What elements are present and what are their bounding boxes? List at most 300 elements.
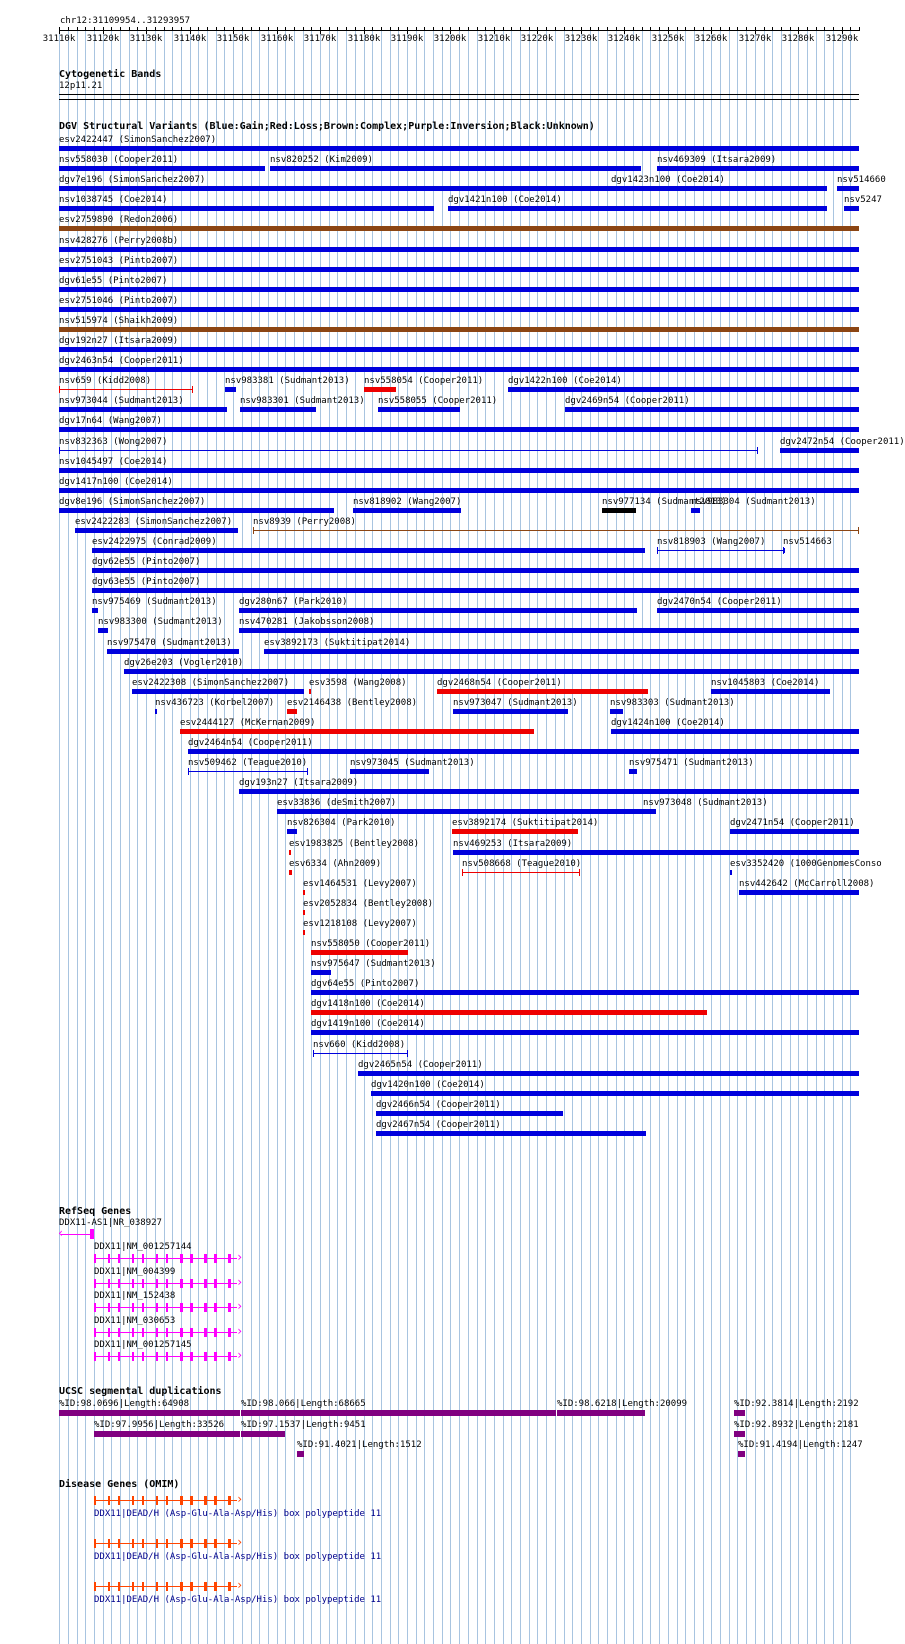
variant-bar[interactable]	[75, 528, 238, 533]
variant-bar[interactable]	[59, 186, 644, 191]
variant-label[interactable]: nsv975469 (Sudmant2013)	[92, 597, 217, 607]
variant-bar[interactable]	[59, 450, 758, 451]
variant-bar[interactable]	[59, 389, 193, 390]
omim-gene-exon	[142, 1539, 144, 1548]
segdup-label[interactable]: %ID:98.0696|Length:64908	[59, 1399, 190, 1409]
variant-bar[interactable]	[253, 530, 859, 531]
variant-bar[interactable]	[180, 729, 534, 734]
variant-bar[interactable]	[303, 930, 305, 935]
variant-label[interactable]: nsv820252 (Kim2009)	[270, 155, 373, 165]
variant-bar[interactable]	[453, 709, 568, 714]
variant-bar[interactable]	[59, 206, 434, 211]
variant-bar[interactable]	[350, 769, 429, 774]
gene-exon	[118, 1279, 120, 1288]
gene-exon	[204, 1279, 207, 1288]
ruler-tick	[503, 27, 504, 31]
gene-exon	[180, 1328, 183, 1337]
ruler-tick-label: 31190k	[390, 34, 424, 44]
ruler-tick-label: 31270k	[738, 34, 772, 44]
variant-bar[interactable]	[59, 427, 859, 432]
variant-label[interactable]: nsv5247	[844, 195, 882, 205]
segdup-bar[interactable]	[59, 1410, 240, 1416]
variant-label[interactable]: dgv1422n100 (Coe2014)	[508, 376, 622, 386]
ruler-tick	[790, 27, 791, 31]
variant-bar[interactable]	[59, 508, 334, 513]
ruler-tick-label: 31250k	[651, 34, 685, 44]
variant-label[interactable]: nsv514660	[837, 175, 886, 185]
gene-exon	[118, 1303, 120, 1312]
variant-label[interactable]: nsv470281 (Jakobsson2008)	[239, 617, 375, 627]
variant-label[interactable]: nsv818903 (Wang2007)	[657, 537, 766, 547]
variant-label[interactable]: nsv442642 (McCarroll2008)	[739, 879, 875, 889]
segdup-label[interactable]: %ID:92.3814|Length:2192	[734, 1399, 859, 1409]
variant-label[interactable]: nsv826304 (Park2010)	[287, 818, 396, 828]
gene-exon	[214, 1279, 217, 1288]
ruler-tick	[398, 27, 399, 31]
ruler-tick	[520, 27, 521, 31]
variant-bar[interactable]	[837, 186, 859, 191]
variant-label[interactable]: dgv2465n54 (Cooper2011)	[358, 1060, 483, 1070]
variant-bar[interactable]	[289, 870, 292, 875]
ruler-tick	[164, 27, 165, 31]
variant-label[interactable]: esv2422308 (SimonSanchez2007)	[132, 678, 290, 688]
ruler-tick	[433, 27, 434, 31]
variant-label[interactable]: dgv1419n100 (Coe2014)	[311, 1019, 425, 1029]
variant-bar[interactable]	[59, 488, 859, 493]
ruler-tick	[677, 27, 678, 31]
ruler-tick	[277, 27, 278, 34]
gene-exon	[142, 1279, 144, 1288]
variant-bar[interactable]	[59, 347, 859, 352]
variant-label[interactable]: nsv1038745 (Coe2014)	[59, 195, 168, 205]
variant-label[interactable]: dgv1417n100 (Coe2014)	[59, 477, 173, 487]
variant-label[interactable]: dgv2468n54 (Cooper2011)	[437, 678, 562, 688]
variant-bar[interactable]	[277, 809, 645, 814]
variant-bar-end	[307, 768, 308, 775]
variant-bar[interactable]	[59, 267, 859, 272]
segdup-label[interactable]: %ID:91.4194|Length:1247	[738, 1440, 863, 1450]
variant-label[interactable]: dgv2469n54 (Cooper2011)	[565, 396, 690, 406]
variant-bar[interactable]	[59, 247, 859, 252]
omim-gene-exon	[118, 1582, 120, 1591]
gene-exon	[142, 1254, 144, 1263]
ruler-tick	[111, 27, 112, 31]
variant-label[interactable]: nsv983381 (Sudmant2013)	[225, 376, 350, 386]
gene-exon	[204, 1254, 207, 1263]
gene-exon	[166, 1303, 168, 1312]
variant-bar[interactable]	[92, 568, 859, 573]
gene-exon	[166, 1254, 168, 1263]
ruler-tick	[77, 27, 78, 31]
segdup-bar[interactable]	[94, 1431, 240, 1437]
cyto-band-bottom-line	[59, 99, 859, 100]
variant-label[interactable]: dgv1418n100 (Coe2014)	[311, 999, 425, 1009]
variant-label[interactable]: dgv17n64 (Wang2007)	[59, 416, 162, 426]
ruler-tick	[424, 27, 425, 31]
variant-bar[interactable]	[225, 387, 236, 392]
variant-bar[interactable]	[264, 649, 859, 654]
variant-bar[interactable]	[739, 890, 859, 895]
ruler-tick	[537, 27, 538, 34]
variant-label[interactable]: dgv2463n54 (Cooper2011)	[59, 356, 184, 366]
segdup-label[interactable]: %ID:98.066|Length:68665	[241, 1399, 366, 1409]
variant-label[interactable]: nsv660 (Kidd2008)	[313, 1040, 406, 1050]
variant-bar[interactable]	[239, 789, 859, 794]
variant-label[interactable]: esv6334 (Ahn2009)	[289, 859, 382, 869]
omim-gene-strand-arrow: ›	[236, 1578, 244, 1592]
variant-label[interactable]: esv2751043 (Pinto2007)	[59, 256, 179, 266]
variant-label[interactable]: esv2444127 (McKernan2009)	[180, 718, 316, 728]
variant-label[interactable]: esv3892173 (Suktitipat2014)	[264, 638, 411, 648]
variant-bar[interactable]	[602, 508, 636, 513]
gene-exon	[180, 1279, 183, 1288]
ruler-tick	[642, 27, 643, 31]
variant-bar[interactable]	[730, 870, 732, 875]
omim-gene-exon	[132, 1539, 134, 1548]
variant-label[interactable]: nsv973045 (Sudmant2013)	[350, 758, 475, 768]
variant-bar[interactable]	[188, 749, 859, 754]
variant-bar[interactable]	[629, 769, 637, 774]
variant-bar[interactable]	[311, 1030, 859, 1035]
variant-bar[interactable]	[107, 649, 239, 654]
variant-bar[interactable]	[92, 548, 645, 553]
omim-gene-exon	[156, 1496, 158, 1505]
variant-bar[interactable]	[59, 146, 859, 151]
variant-bar[interactable]	[611, 729, 859, 734]
ruler-tick	[607, 27, 608, 31]
variant-label[interactable]: dgv280n67 (Park2010)	[239, 597, 348, 607]
ruler-tick	[824, 27, 825, 31]
variant-label[interactable]: nsv973047 (Sudmant2013)	[453, 698, 578, 708]
omim-gene-exon	[118, 1496, 120, 1505]
ruler-tick	[364, 27, 365, 34]
variant-bar[interactable]	[657, 550, 784, 551]
variant-label[interactable]: dgv64e55 (Pinto2007)	[311, 979, 420, 989]
ruler-tick	[390, 27, 391, 31]
ruler-tick	[198, 27, 199, 31]
ruler-tick-label: 31170k	[303, 34, 337, 44]
variant-label[interactable]: dgv2470n54 (Cooper2011)	[657, 597, 782, 607]
gene-exon	[142, 1328, 144, 1337]
variant-bar[interactable]	[188, 771, 308, 772]
gene-label[interactable]: DDX11|NM_030653	[94, 1316, 176, 1326]
gene-exon	[204, 1352, 207, 1361]
gene-label[interactable]: DDX11|NM_001257145	[94, 1340, 192, 1350]
gene-exon	[190, 1352, 193, 1361]
omim-gene-label[interactable]: DDX11|DEAD/H (Asp-Glu-Ala-Asp/His) box polypeptide 11	[94, 1595, 382, 1605]
ruler-tick	[555, 27, 556, 31]
variant-label[interactable]: dgv1420n100 (Coe2014)	[371, 1080, 485, 1090]
ruler-tick	[372, 27, 373, 31]
omim-gene-label[interactable]: DDX11|DEAD/H (Asp-Glu-Ala-Asp/His) box polypeptide 11	[94, 1552, 382, 1562]
gene-label[interactable]: DDX11|NM_004399	[94, 1267, 176, 1277]
variant-label[interactable]: dgv1424n100 (Coe2014)	[611, 718, 725, 728]
variant-label[interactable]: dgv63e55 (Pinto2007)	[92, 577, 201, 587]
variant-label[interactable]: dgv2466n54 (Cooper2011)	[376, 1100, 501, 1110]
variant-label[interactable]: nsv1045497 (Coe2014)	[59, 457, 168, 467]
ruler-tick	[146, 27, 147, 34]
antisense-gene-line[interactable]	[61, 1234, 91, 1235]
gene-exon	[108, 1328, 110, 1337]
variant-bar[interactable]	[657, 608, 859, 613]
gene-exon	[214, 1352, 217, 1361]
variant-label[interactable]: esv3892174 (Suktitipat2014)	[452, 818, 599, 828]
variant-label[interactable]: nsv8939 (Perry2008)	[253, 517, 356, 527]
variant-label[interactable]: nsv469253 (Itsara2009)	[453, 839, 573, 849]
variant-bar[interactable]	[309, 689, 311, 694]
ruler-tick	[720, 27, 721, 31]
segdup-label[interactable]: %ID:91.4021|Length:1512	[297, 1440, 422, 1450]
variant-label[interactable]: esv2422975 (Conrad2009)	[92, 537, 217, 547]
variant-bar-end	[59, 447, 60, 454]
variant-label[interactable]: nsv1045803 (Coe2014)	[711, 678, 820, 688]
ruler-tick	[703, 27, 704, 31]
variant-bar[interactable]	[270, 166, 641, 171]
variant-label[interactable]: nsv973048 (Sudmant2013)	[643, 798, 768, 808]
segdup-label[interactable]: %ID:98.6218|Length:20099	[557, 1399, 688, 1409]
ruler-tick	[633, 27, 634, 31]
gene-exon	[190, 1279, 193, 1288]
variant-label[interactable]: nsv558055 (Cooper2011)	[378, 396, 498, 406]
variant-label[interactable]: nsv558054 (Cooper2011)	[364, 376, 484, 386]
variant-bar[interactable]	[59, 327, 859, 332]
gene-exon	[142, 1352, 144, 1361]
variant-label[interactable]: nsv514663	[783, 537, 832, 547]
variant-bar[interactable]	[155, 709, 157, 714]
variant-label[interactable]: nsv975470 (Sudmant2013)	[107, 638, 232, 648]
ruler-tick	[772, 27, 773, 31]
gene-label[interactable]: DDX11-AS1|NR_038927	[59, 1218, 162, 1228]
variant-label[interactable]: esv2052834 (Bentley2008)	[303, 899, 434, 909]
variant-bar[interactable]	[311, 990, 859, 995]
variant-label[interactable]: dgv61e55 (Pinto2007)	[59, 276, 168, 286]
segdup-label[interactable]: %ID:97.9956|Length:33526	[94, 1420, 225, 1430]
variant-label[interactable]: dgv1421n100 (Coe2014)	[448, 195, 562, 205]
variant-label[interactable]: dgv62e55 (Pinto2007)	[92, 557, 201, 567]
cyto-track-title: Cytogenetic Bands	[59, 69, 162, 80]
gene-exon	[156, 1328, 158, 1337]
variant-bar[interactable]	[59, 468, 859, 473]
variant-bar[interactable]	[59, 407, 227, 412]
segdup-bar[interactable]	[734, 1410, 745, 1416]
segdup-bar[interactable]	[297, 1451, 304, 1457]
gene-exon	[156, 1279, 158, 1288]
variant-bar[interactable]	[691, 508, 700, 513]
variant-bar[interactable]	[59, 367, 859, 372]
variant-bar[interactable]	[353, 508, 461, 513]
ruler-tick	[303, 27, 304, 31]
variant-label[interactable]: esv2422283 (SimonSanchez2007)	[75, 517, 233, 527]
variant-bar[interactable]	[844, 206, 859, 211]
variant-bar[interactable]	[59, 307, 859, 312]
variant-label[interactable]: dgv26e203 (Vogler2010)	[124, 658, 244, 668]
variant-label[interactable]: esv2422447 (SimonSanchez2007)	[59, 135, 217, 145]
ruler-tick	[816, 27, 817, 31]
variant-label[interactable]: nsv983301 (Sudmant2013)	[240, 396, 365, 406]
ruler-tick	[833, 27, 834, 31]
variant-bar[interactable]	[132, 689, 304, 694]
variant-bar[interactable]	[287, 829, 297, 834]
variant-bar[interactable]	[239, 608, 637, 613]
variant-label[interactable]: esv2146438 (Bentley2008)	[287, 698, 418, 708]
gene-strand-arrow: ›	[236, 1299, 244, 1313]
variant-label[interactable]: nsv509462 (Teague2010)	[188, 758, 308, 768]
ruler-tick	[181, 27, 182, 31]
gene-exon	[94, 1279, 96, 1288]
variant-label[interactable]: esv33836 (deSmith2007)	[277, 798, 397, 808]
variant-label[interactable]: esv1983825 (Bentley2008)	[289, 839, 420, 849]
variant-label[interactable]: dgv2464n54 (Cooper2011)	[188, 738, 313, 748]
segdup-label[interactable]: %ID:97.1537|Length:9451	[241, 1420, 366, 1430]
ruler-tick-label: 31120k	[86, 34, 120, 44]
variant-label[interactable]: nsv515974 (Shaikh2009)	[59, 316, 179, 326]
variant-label[interactable]: nsv977134 (Sudmant2013)	[602, 497, 727, 507]
variant-bar[interactable]	[289, 850, 291, 855]
variant-bar[interactable]	[92, 608, 98, 613]
segdup-bar[interactable]	[557, 1410, 645, 1416]
gene-exon	[132, 1279, 134, 1288]
ruler-tick-label: 31280k	[781, 34, 815, 44]
variant-label[interactable]: nsv469309 (Itsara2009)	[657, 155, 777, 165]
ruler-tick	[650, 27, 651, 31]
segdup-bar[interactable]	[241, 1431, 285, 1437]
variant-label[interactable]: esv1464531 (Levy2007)	[303, 879, 417, 889]
variant-label[interactable]: nsv973044 (Sudmant2013)	[59, 396, 184, 406]
variant-bar[interactable]	[59, 166, 265, 171]
segdup-bar[interactable]	[241, 1410, 556, 1416]
segdup-label[interactable]: %ID:92.8932|Length:2181	[734, 1420, 859, 1430]
ruler-tick	[251, 27, 252, 31]
variant-bar[interactable]	[376, 1111, 563, 1116]
ruler-tick	[694, 27, 695, 31]
variant-bar[interactable]	[287, 709, 297, 714]
variant-label[interactable]: nsv983304 (Sudmant2013)	[691, 497, 816, 507]
variant-bar[interactable]	[59, 287, 859, 292]
variant-bar[interactable]	[376, 1131, 646, 1136]
omim-gene-label[interactable]: DDX11|DEAD/H (Asp-Glu-Ala-Asp/His) box polypeptide 11	[94, 1509, 382, 1519]
variant-label[interactable]: dgv192n27 (Itsara2009)	[59, 336, 179, 346]
gene-exon	[228, 1352, 231, 1361]
variant-bar[interactable]	[462, 872, 580, 873]
omim-gene-exon	[108, 1539, 110, 1548]
variant-bar[interactable]	[611, 186, 827, 191]
ruler-tick	[68, 27, 69, 31]
ruler-tick	[581, 27, 582, 34]
gene-exon	[190, 1328, 193, 1337]
ruler-tick	[468, 27, 469, 31]
ruler-tick	[172, 27, 173, 31]
ruler-tick	[224, 27, 225, 31]
variant-bar[interactable]	[311, 970, 331, 975]
gene-exon	[156, 1303, 158, 1312]
variant-bar[interactable]	[610, 709, 623, 714]
ruler-tick	[94, 27, 95, 31]
gene-exon	[118, 1352, 120, 1361]
variant-label[interactable]: dgv7e196 (SimonSanchez2007)	[59, 175, 206, 185]
variant-label[interactable]: nsv983300 (Sudmant2013)	[98, 617, 223, 627]
gene-exon	[166, 1279, 168, 1288]
variant-bar[interactable]	[124, 669, 859, 674]
gene-exon	[214, 1328, 217, 1337]
variant-label[interactable]: nsv983303 (Sudmant2013)	[610, 698, 735, 708]
gene-exon	[108, 1279, 110, 1288]
omim-gene-exon	[180, 1496, 183, 1505]
variant-bar[interactable]	[92, 588, 859, 593]
variant-label[interactable]: nsv975647 (Sudmant2013)	[311, 959, 436, 969]
variant-bar[interactable]	[364, 387, 396, 392]
variant-label[interactable]: dgv2467n54 (Cooper2011)	[376, 1120, 501, 1130]
variant-label[interactable]: esv3352420 (1000GenomesConso	[730, 859, 882, 869]
variant-bar[interactable]	[303, 910, 305, 915]
variant-bar[interactable]	[452, 829, 578, 834]
ruler-tick	[320, 27, 321, 34]
variant-bar[interactable]	[313, 1053, 408, 1054]
segdup-bar[interactable]	[734, 1431, 745, 1437]
variant-bar[interactable]	[448, 206, 827, 211]
variant-bar[interactable]	[643, 809, 656, 814]
variant-bar[interactable]	[311, 950, 408, 955]
variant-bar[interactable]	[59, 226, 859, 231]
variant-label[interactable]: esv2759890 (Redon2006)	[59, 215, 179, 225]
variant-label[interactable]: dgv2472n54 (Cooper2011)	[780, 437, 905, 447]
variant-label[interactable]: nsv659 (Kidd2008)	[59, 376, 152, 386]
variant-bar[interactable]	[711, 689, 830, 694]
variant-label[interactable]: dgv2471n54 (Cooper2011)	[730, 818, 855, 828]
variant-label[interactable]: nsv508668 (Teague2010)	[462, 859, 582, 869]
variant-bar[interactable]	[358, 1071, 859, 1076]
variant-label[interactable]: nsv436723 (Korbel2007)	[155, 698, 275, 708]
variant-label[interactable]: esv2751046 (Pinto2007)	[59, 296, 179, 306]
variant-label[interactable]: nsv558030 (Cooper2011)	[59, 155, 179, 165]
omim-gene-exon	[94, 1582, 96, 1591]
variant-bar[interactable]	[378, 407, 460, 412]
variant-bar[interactable]	[437, 689, 648, 694]
omim-gene-exon	[204, 1582, 207, 1591]
variant-bar[interactable]	[508, 387, 859, 392]
variant-label[interactable]: dgv8e196 (SimonSanchez2007)	[59, 497, 206, 507]
variant-label[interactable]: nsv975471 (Sudmant2013)	[629, 758, 754, 768]
variant-bar[interactable]	[453, 850, 859, 855]
gene-label[interactable]: DDX11|NM_001257144	[94, 1242, 192, 1252]
variant-label[interactable]: nsv558050 (Cooper2011)	[311, 939, 431, 949]
variant-bar[interactable]	[780, 448, 859, 453]
ruler-tick	[590, 27, 591, 31]
variant-bar-end	[858, 527, 859, 534]
variant-label[interactable]: nsv832363 (Wong2007)	[59, 437, 168, 447]
variant-label[interactable]: esv1218108 (Levy2007)	[303, 919, 417, 929]
variant-bar[interactable]	[239, 628, 859, 633]
gene-label[interactable]: DDX11|NM_152438	[94, 1291, 176, 1301]
variant-label[interactable]: dgv1423n100 (Coe2014)	[611, 175, 725, 185]
variant-bar[interactable]	[311, 1010, 707, 1015]
ruler-tick	[242, 27, 243, 31]
variant-label[interactable]: nsv818902 (Wang2007)	[353, 497, 462, 507]
variant-bar[interactable]	[783, 548, 785, 553]
variant-bar[interactable]	[565, 407, 859, 412]
segdup-bar[interactable]	[738, 1451, 745, 1457]
variant-label[interactable]: nsv428276 (Perry2008b)	[59, 236, 179, 246]
variant-bar[interactable]	[98, 628, 108, 633]
variant-bar[interactable]	[240, 407, 316, 412]
ruler-tick	[294, 27, 295, 31]
variant-bar[interactable]	[657, 166, 859, 171]
gene-exon	[132, 1254, 134, 1263]
variant-bar[interactable]	[730, 829, 859, 834]
variant-bar[interactable]	[303, 890, 305, 895]
variant-label[interactable]: dgv193n27 (Itsara2009)	[239, 778, 359, 788]
variant-label[interactable]: esv3598 (Wang2008)	[309, 678, 407, 688]
variant-bar[interactable]	[371, 1091, 859, 1096]
